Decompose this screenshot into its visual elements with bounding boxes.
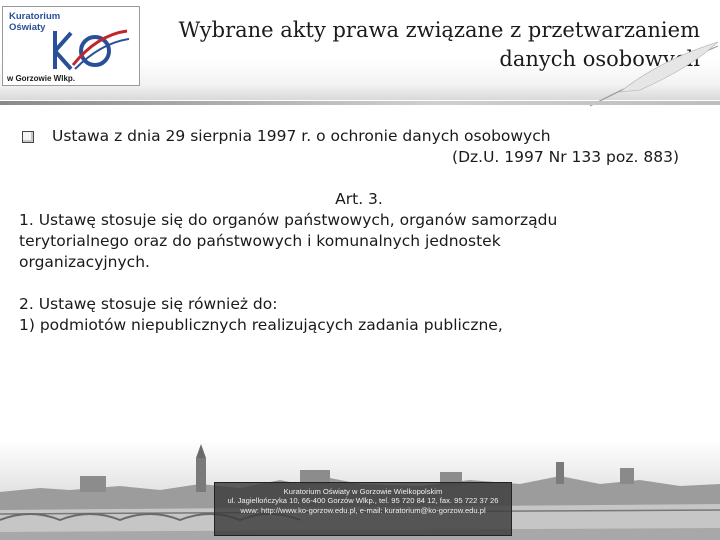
- logo-bottom-text: w Gorzowie Wlkp.: [7, 74, 76, 83]
- paragraph-2-line-2: 1) podmiotów niepublicznych realizujących zadania publiczne,: [19, 316, 503, 334]
- logo-line-1: Kuratorium: [9, 11, 61, 22]
- paragraph-2-line-1: 2. Ustawę stosuje się również do:: [19, 295, 278, 313]
- footer-web-email: www: http://www.ko-gorzow.edu.pl, e-mail: kuratorium@ko-gorzow.edu.pl: [240, 505, 486, 515]
- act-citation: (Dz.U. 1997 Nr 133 poz. 883): [452, 148, 679, 166]
- paragraph-1-line-1: 1. Ustawę stosuje się do organów państwowych, organów samorządu: [19, 211, 558, 229]
- article-heading: Art. 3.: [335, 190, 383, 208]
- header-divider: [0, 101, 720, 105]
- ko-emblem-icon: [49, 25, 131, 75]
- contact-info-box: [214, 482, 512, 536]
- checkbox-bullet-icon: [22, 131, 34, 143]
- bullet-item: [19, 126, 699, 147]
- slide-body: [19, 126, 699, 336]
- footer-institution: Kuratorium Oświaty w Gorzowie Wielkopolskim: [283, 487, 443, 496]
- paragraph-1-line-3: organizacyjnych.: [19, 253, 150, 271]
- logo-line-2: Oświaty: [9, 22, 46, 33]
- title-line-2: danych osobowych: [499, 47, 700, 71]
- paragraph-1-line-2: terytorialnego oraz do państwowych i komunalnych jednostek: [19, 232, 501, 250]
- kuratorium-logo: [2, 6, 140, 86]
- quill-feather-icon: [580, 40, 720, 110]
- footer-address: ul. Jagiellończyka 10, 66-400 Gorzów Wlkp., tel. 95 720 84 12, fax. 95 722 37 26: [227, 496, 499, 506]
- act-title: Ustawa z dnia 29 sierpnia 1997 r. o ochronie danych osobowych: [52, 127, 551, 145]
- title-line-1: Wybrane akty prawa związane z przetwarzaniem: [178, 18, 700, 42]
- slide-header: [0, 0, 720, 100]
